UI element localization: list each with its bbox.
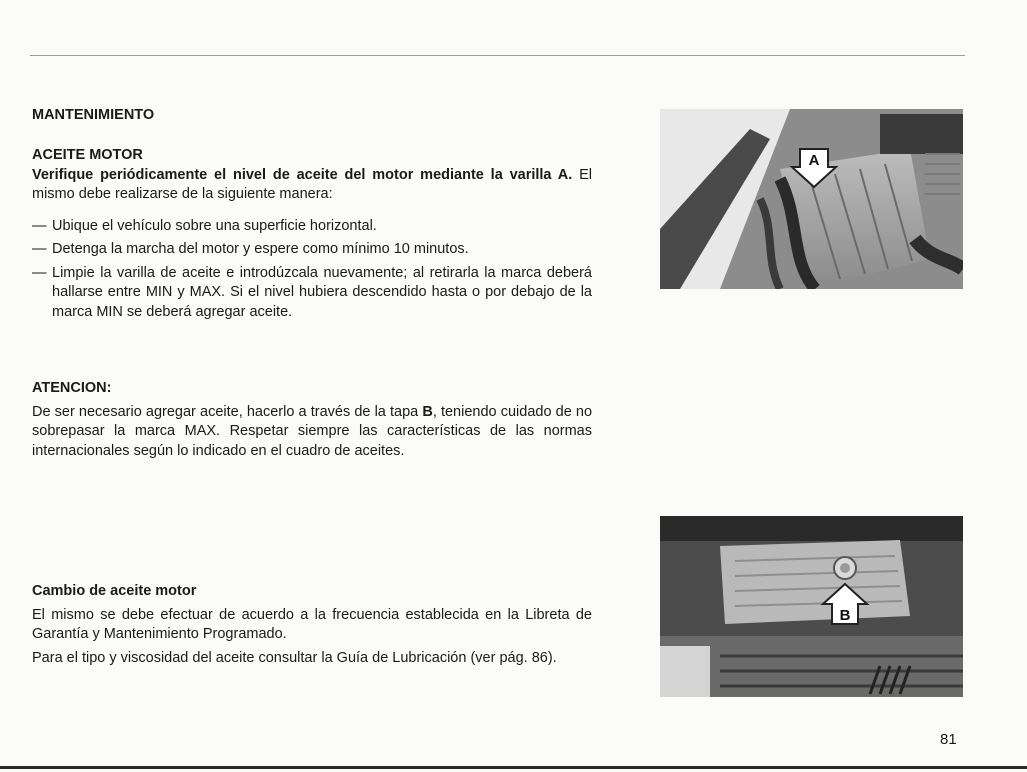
step-dash: — xyxy=(32,217,47,234)
engine-photo-dipstick xyxy=(660,109,963,289)
engine-photo-oil-cap xyxy=(660,516,963,697)
top-rule xyxy=(30,55,965,56)
attention-text-2: , teniendo cuidado de no sobrepasar la marca MAX. Respetar siempre las características de las normas internacionales según lo indicado en el cuadro de aceites. xyxy=(32,403,593,459)
page-number: 81 xyxy=(940,731,957,748)
oil-change-section xyxy=(32,582,592,668)
engine-oil-intro-rest: El mismo debe realizarse de la siguiente manera: xyxy=(32,166,593,202)
oil-change-heading: Cambio de aceite motor xyxy=(32,583,197,599)
attention-heading: ATENCION: xyxy=(32,380,112,396)
bottom-rule xyxy=(0,766,1027,769)
attention-section xyxy=(32,379,592,461)
main-text xyxy=(32,106,592,126)
attention-text-bold: B xyxy=(422,403,433,420)
step-dash: — xyxy=(32,264,47,281)
engine-illustration-a xyxy=(660,109,963,289)
attention-text xyxy=(32,403,592,462)
step-3 xyxy=(32,264,592,323)
step-1 xyxy=(32,217,592,237)
attention-text-1: De ser necesario agregar aceite, hacerlo a través de la tapa xyxy=(32,403,423,420)
engine-oil-section xyxy=(32,146,592,326)
engine-illustration-b xyxy=(660,516,963,697)
step-2 xyxy=(32,240,592,260)
label-a: A xyxy=(808,152,820,169)
step-dash: — xyxy=(32,241,47,257)
step-text: Detenga la marcha del motor y espere como mínimo 10 minutos. xyxy=(52,241,469,257)
step-text: Ubique el vehículo sobre una superficie horizontal. xyxy=(52,217,377,234)
section-title: MANTENIMIENTO xyxy=(32,107,155,123)
oil-change-para-1: El mismo se debe efectuar de acuerdo a la frecuencia establecida en la Libreta de Garantía y Mantenimiento Programado. xyxy=(32,606,592,642)
engine-oil-intro xyxy=(32,166,592,205)
oil-change-para-2: Para el tipo y viscosidad del aceite consultar la Guía de Lubricación (ver pág. 86). xyxy=(32,649,557,666)
engine-oil-heading: ACEITE MOTOR xyxy=(32,147,143,163)
label-b: B xyxy=(839,607,851,624)
engine-oil-intro-bold: Verifique periódicamente el nivel de aceite del motor mediante la varilla A. xyxy=(32,166,573,183)
step-text: Limpie la varilla de aceite e introdúzcala nuevamente; al retirarla la marca deberá hallarse entre MIN y MAX. Si el nivel hubiera descendido hasta o por debajo de la marca MIN se deberá agregar aceite. xyxy=(52,264,592,320)
